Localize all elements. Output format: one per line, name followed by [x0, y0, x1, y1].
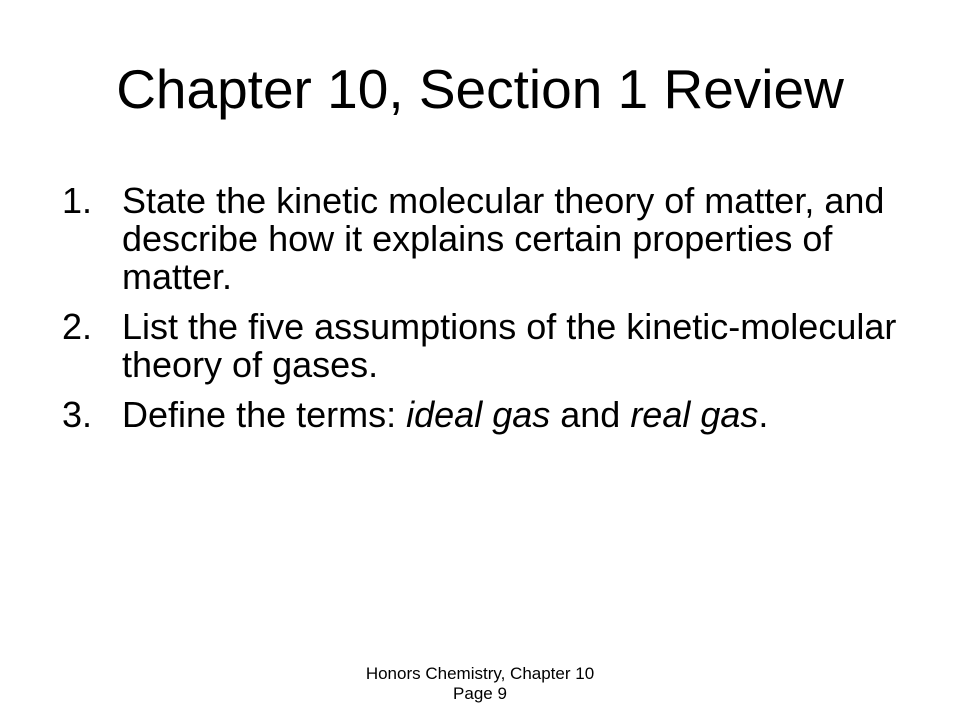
footer-course: Honors Chemistry, Chapter 10	[365, 664, 595, 683]
list-item	[62, 396, 902, 434]
item-text	[122, 396, 902, 434]
item-text-before: Define the terms:	[122, 394, 407, 435]
item-text-middle: and	[550, 394, 631, 435]
list-item	[62, 182, 902, 296]
item-text: List the five assumptions of the kinetic-molecular theory of gases.	[122, 306, 897, 385]
term-real-gas: real gas	[630, 394, 759, 435]
item-text-after: .	[758, 394, 769, 435]
item-number: 1.	[62, 180, 93, 221]
review-list	[62, 182, 902, 446]
slide-title: Chapter 10, Section 1 Review	[116, 58, 844, 120]
item-number: 3.	[62, 394, 93, 435]
footer-page-number: Page 9	[453, 684, 507, 703]
term-ideal-gas: ideal gas	[406, 394, 551, 435]
item-number: 2.	[62, 306, 93, 347]
item-text: State the kinetic molecular theory of matter, and describe how it explains certain properties of matter.	[122, 180, 885, 297]
slide-footer	[0, 664, 960, 704]
list-item	[62, 308, 902, 384]
